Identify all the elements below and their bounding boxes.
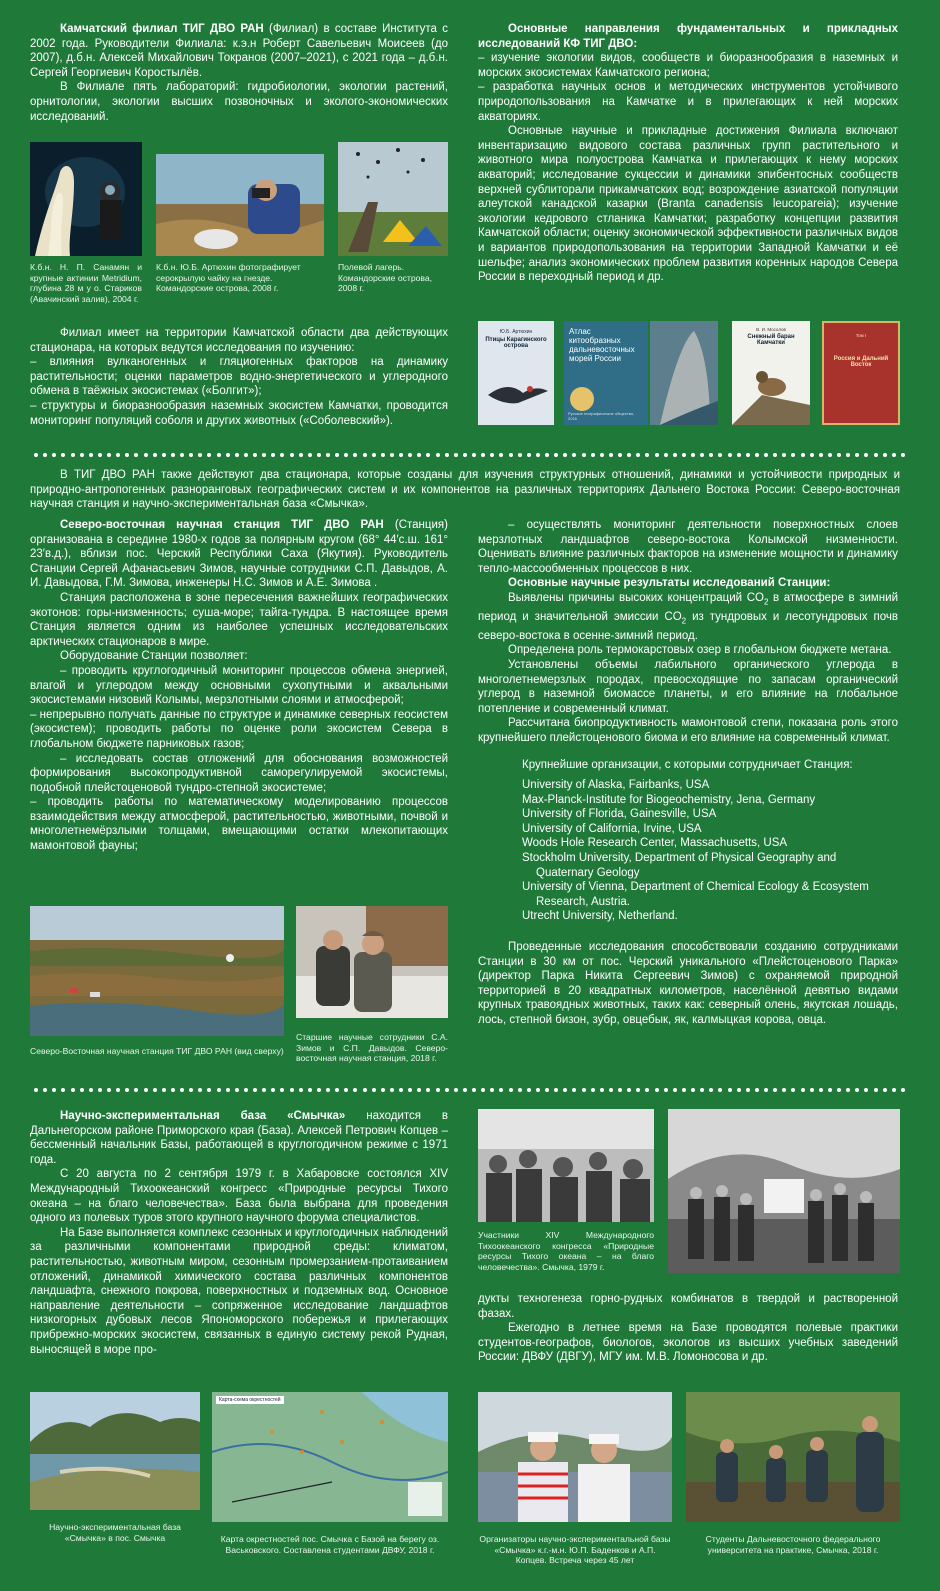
divider-dot: [855, 453, 859, 457]
divider-dot: [764, 1088, 768, 1092]
result-item: Установлены объемы лабильного органического углерода в многолетнемерзлых породах, превосходящие по запасам органический углерод в наземной биомассе планеты, и его влияние на глобальное потепление и современный климат.: [478, 658, 898, 715]
divider-dot: [700, 453, 704, 457]
divider-dot: [335, 453, 339, 457]
divider-dot: [791, 453, 795, 457]
divider-dot: [61, 1088, 65, 1092]
photo-station-aerial: [30, 906, 284, 1036]
caption-diver: К.б.н. Н. П. Санамян и крупные актинии Metridium, глубина 28 м у о. Стариков (Авачинский залив), 2004 г.: [30, 262, 142, 304]
equipment-item: – исследовать состав отложений для обоснования возможностей формирования высокопродуктивной саморегулируемой экосистемы, подобной плейстоценовой тундро-степной экосистеме;: [30, 752, 448, 794]
divider-dot: [819, 453, 823, 457]
divider-dot: [217, 1088, 221, 1092]
divider-dot: [554, 1088, 558, 1092]
divider-dot: [655, 453, 659, 457]
divider-dot: [746, 1088, 750, 1092]
photo-organizers: [478, 1392, 672, 1522]
divider-dot: [125, 1088, 129, 1092]
caption-organizers: Организаторы научно-экспериментальной базы «Смычка» к.г.-м.н. Ю.П. Баденков и А.П. Копцев. Встреча через 45 лет: [479, 1534, 671, 1565]
equipment-item: – проводить работы по математическому моделированию процессов взаимодействия между атмосферой, растительностью, животными, почвой и многолетнемёрзлыми толщами, вмещающими остатки млекопитающих мамонтовой фауны;: [30, 796, 448, 853]
divider-dot: [372, 1088, 376, 1092]
divider-dot: [481, 453, 485, 457]
caption-field-camp: Полевой лагерь. Командорские острова, 2008 г.: [338, 262, 433, 293]
divider-dot: [691, 453, 695, 457]
divider-dot: [828, 1088, 832, 1092]
caption-congress: Участники XIV Международного Тихоокеанского конгресса «Природные ресурсы Тихого океана – на благо человечества». Смычка, 1979 г.: [478, 1230, 654, 1272]
divider-dot: [71, 1088, 75, 1092]
divider-dot: [235, 1088, 239, 1092]
divider-dot: [180, 1088, 184, 1092]
divider-dot: [454, 1088, 458, 1092]
divider-dot: [43, 1088, 47, 1092]
divider-dot: [280, 1088, 284, 1092]
divider-dot: [609, 453, 613, 457]
divider-dot: [226, 1088, 230, 1092]
divider-dot: [837, 453, 841, 457]
divider-dot: [591, 453, 595, 457]
divider-dot: [153, 453, 157, 457]
divider-dot: [664, 1088, 668, 1092]
smychka-title: Научно-экспериментальная база «Смычка»: [60, 1110, 346, 1122]
divider-dot: [107, 1088, 111, 1092]
smychka-practice: Ежегодно в летнее время на Базе проводятся полевые практики студентов-географов, биологов, экологов из высших учебных заведений России: ДВФУ (ДВГУ), МГУ им. М.В. Ломоносова и др.: [478, 1322, 898, 1364]
divider-dot: [408, 453, 412, 457]
org-item: University of Vienna, Department of Chemical Ecology & Ecosystem: [522, 881, 869, 894]
divider-dot: [207, 453, 211, 457]
divider-dot: [490, 453, 494, 457]
divider-dot: [718, 1088, 722, 1092]
directions-title: Основные направления фундаментальных и прикладных исследований КФ ТИГ ДВО: [478, 23, 898, 50]
divider-dot: [335, 1088, 339, 1092]
divider-dot: [691, 1088, 695, 1092]
divider-dot: [655, 1088, 659, 1092]
divider-dot: [490, 1088, 494, 1092]
divider-dot: [846, 453, 850, 457]
divider-dot: [636, 1088, 640, 1092]
book-cover: Атлас китообразных дальневосточных морей России Русское географическое общество, 2016: [564, 321, 648, 425]
divider-dot: [436, 1088, 440, 1092]
divider-dot: [317, 1088, 321, 1092]
divider-dot: [791, 1088, 795, 1092]
result-item: Определена роль термокарстовых озер в глобальном бюджете метана.: [508, 644, 892, 657]
smychka-left: Научно-экспериментальная база «Смычка» находится в Дальнегорском районе Приморского края (База). Алексей Петрович Копцев – бессменный начальник Базы, работающей в круглогодичном режиме с 1971 года. С 20 августа по 2 сентября 1979 г. в Хабаровске состоялся XIV Международный Тихоокеанский конгресс «Природные ресурсы Тихого океана – на благо человечества». База была выбрана для проведения одного из полевых туров этого крупного научного форума специалистов. На Базе выполняется комплекс сезонных и круглогодичных наблюдений за различными компонентами природной среды: климатом, растительностью, животным миром, сезонным промерзанием-протаиванием отложений, динамикой химического состава различных компонентов ландшафта, снежного покрова, поверхностных и подземных вод. Основное направление деятельности – сопряженное исследование ландшафтов низкогорных дубовых лесов Япономорского побережья и прилегающих прибрежно-морских экосистем, связанных в единую систему рекой Рудная, выносящей в море про-: [30, 1110, 449, 1356]
divider-dot: [235, 453, 239, 457]
divider-dot: [381, 1088, 385, 1092]
divider-dot: [353, 1088, 357, 1092]
results-title: Основные научные результаты исследований Станции: [508, 577, 827, 590]
divider-dot: [718, 453, 722, 457]
divider-dot: [874, 453, 878, 457]
dot-divider: [34, 452, 906, 458]
divider-dot: [445, 453, 449, 457]
divider-dot: [290, 453, 294, 457]
northeast-title: Северо-восточная научная станция ТИГ ДВО РАН: [60, 519, 384, 531]
divider-dot: [545, 453, 549, 457]
divider-dot: [80, 453, 84, 457]
divider-dot: [417, 453, 421, 457]
equipment-item: – осуществлять мониторинг деятельности поверхностных слоев мерзлотных ландшафтов северо-востока Колымской низменности. Оценивать влияние различных факторов на изменение мощности и динамику тепло-массообменных процессов в них.: [478, 519, 898, 575]
divider-dot: [645, 453, 649, 457]
divider-dot: [171, 1088, 175, 1092]
book-cover: В. И. Мосолов Снежный баран Камчатки: [732, 321, 810, 425]
divider-dot: [527, 1088, 531, 1092]
equipment-item: – непрерывно получать данные по структуре и динамике северных геосистем (экосистем); проводить работы по оценке роли экосистем Севера в глобальном бюджете парниковых газов;: [30, 708, 448, 750]
divider-dot: [709, 453, 713, 457]
divider-dot: [107, 453, 111, 457]
divider-dot: [618, 453, 622, 457]
book-cover-whale: [650, 321, 718, 425]
divider-dot: [901, 453, 905, 457]
map-title: Карта-схема окрестностей: [216, 1396, 284, 1404]
divider-dot: [892, 1088, 896, 1092]
book-cover: Ю.Б. Артюхин Птицы Карагинского острова: [478, 321, 554, 425]
org-item: Utrecht University, Netherland.: [522, 910, 678, 923]
divider-dot: [353, 453, 357, 457]
divider-dot: [591, 1088, 595, 1092]
stations-intro: Филиал имеет на территории Камчатской области два действующих стационара, на которых ведутся исследования по изучению:: [30, 327, 448, 354]
divider-dot: [682, 1088, 686, 1092]
divider-dot: [518, 1088, 522, 1092]
divider-dot: [262, 1088, 266, 1092]
divider-dot: [472, 1088, 476, 1092]
divider-dot: [509, 1088, 513, 1092]
divider-dot: [864, 1088, 868, 1092]
divider-dot: [344, 1088, 348, 1092]
divider-dot: [98, 453, 102, 457]
divider-dot: [764, 453, 768, 457]
smychka-research-cont: дукты техногенеза горно-рудных комбинатов в твердой и растворенной фазах.: [478, 1293, 898, 1320]
stations-item: – влияния вулканогенных и гляциогенных факторов на динамику растительности; оценки параметров водно-энергетического и углеродного обмена в таёжных экосистемах («Болгит»);: [30, 356, 448, 398]
equipment-intro: Оборудование Станции позволяет:: [60, 650, 248, 663]
divider-dot: [344, 453, 348, 457]
divider-dot: [171, 453, 175, 457]
divider-dot: [271, 453, 275, 457]
divider-dot: [299, 453, 303, 457]
divider-dot: [144, 1088, 148, 1092]
divider-dot: [782, 1088, 786, 1092]
divider-dot: [627, 453, 631, 457]
divider-dot: [207, 1088, 211, 1092]
pleistocene-park: Проведенные исследования способствовали созданию сотрудниками Станции в 30 км от пос. Черский уникального «Плейстоценового Парка» (директор Парка Никита Сергеевич Зимов) с охраняемой природной территорией в 20 квадратных километров, населённой девятью видами крупных травоядных животных, таких как: северный олень, якутская лошадь, лось, степной бизон, зубр, овцебык, як, калмыцкая корова, овца.: [478, 941, 898, 1026]
divider-dot: [536, 453, 540, 457]
photo-congress-participants: [478, 1109, 654, 1222]
kamchatka-labs: В Филиале пять лабораторий: гидробиологии, экологии растений, орнитологии, экологии высших позвоночных и эколого-экономических исследований.: [30, 81, 448, 123]
divider-dot: [454, 453, 458, 457]
divider-dot: [144, 453, 148, 457]
divider-dot: [280, 453, 284, 457]
divider-dot: [801, 453, 805, 457]
kamchatka-intro: [30, 22, 448, 124]
divider-dot: [61, 453, 65, 457]
kamchatka-stations: [30, 326, 448, 428]
stations-item: – структуры и биоразнообразия наземных экосистем Камчатки, проводится мониторинг популяций соболя и других животных («Соболевский»).: [30, 399, 448, 427]
achievements: Основные научные и прикладные достижения Филиала включают инвентаризацию видового состава различных групп растительного и животного мира полуострова Камчатка и прилегающих к нему морских акваторий; исследование сукцессии и динамики эпибентосных сообществ верхней сублиторали прикамчатских вод; возрождение азиатской популяции алеутской канадской казарки (Branta canadensis leucopareia); изучение экологии кедрового стланика Камчатки; разработку концепции развития Камчатской области; оценку экономической эффективности различных видов и вариантов природопользования на территории Западной Камчатки и её шельфе; анализ экономических проблем развития коренных народов Севера России в переходный период и др.: [478, 125, 898, 284]
northeast-right: – осуществлять мониторинг деятельности поверхностных слоев мерзлотных ландшафтов северо-востока Колымской низменности. Оценивать влияние различных факторов на изменение мощности и динамику тепло-массообменных процессов в них. Основные научные результаты исследований Станции: Выявлены причины высоких концентраций $CO_2$ в атмосфере в зимний период и значительной эмиссии $CO_2$ из тундровых и лесотундровых почв северо-востока в осенне-зимний период. Определена роль термокарстовых озер в глобальном бюджете метана. Установлены объемы лабильного органического углерода в многолетнемерзлых породах, превосходящие по запасам органический углерод в наземной биомассе планеты, и его влияние на глобальное потепление и современный климат. Рассчитана биопродуктивность мамонтовой степи, показана роль этого крупнейшего плейстоценового биома и его влияние на современный климат. Крупнейшие организации, с которыми сотрудничает Станция: University of Alaska, Fairbanks, USA Max-Planck-Institute for Biogeochemistry, Jena, Germany University of Florida, Gainesville, USA University of California, Irvine, USA Woods Hole Research Center, Massachusetts, USA Stockholm University, Department of Physical Geography and Quaternary Geology University of Vienna, Department of Chemical Ecology & Ecosystem Research, Austria. Utrecht University, Netherland. Проведенные исследования способствовали созданию сотрудниками Станции в 30 км от пос. Черский уникального «Плейстоценового Парка» (директор Парка Никита Сергеевич Зимов) с охраняемой природной территорией в 20 квадратных километров, населённой девятью видами крупных травоядных животных, таких как: северный олень, якутская лошадь, лось, степной бизон, зубр, овцебык, як, калмыцкая корова, овца.: [478, 519, 898, 1026]
divider-dot: [326, 453, 330, 457]
divider-dot: [253, 453, 257, 457]
divider-dot: [481, 1088, 485, 1092]
divider-dot: [189, 1088, 193, 1092]
divider-dot: [664, 453, 668, 457]
caption-photographer: К.б.н. Ю.Б. Артюхин фотографирует серокрылую чайку на гнезде. Командорские острова, 2008 г.: [156, 262, 301, 293]
divider-dot: [52, 1088, 56, 1092]
directions-item: – изучение экологии видов, сообществ и биоразнообразия в наземных и морских экосистемах Камчатского региона;: [478, 52, 898, 79]
divider-dot: [180, 453, 184, 457]
divider-dot: [883, 453, 887, 457]
photo-smychka-map: [212, 1392, 448, 1522]
divider-dot: [363, 1088, 367, 1092]
divider-dot: [326, 1088, 330, 1092]
divider-dot: [901, 1088, 905, 1092]
divider-dot: [728, 453, 732, 457]
divider-dot: [308, 1088, 312, 1092]
divider-dot: [600, 1088, 604, 1092]
divider-dot: [582, 453, 586, 457]
partner-orgs: [478, 758, 898, 925]
divider-dot: [89, 1088, 93, 1092]
divider-dot: [198, 1088, 202, 1092]
divider-dot: [874, 1088, 878, 1092]
divider-dot: [80, 1088, 84, 1092]
divider-dot: [737, 453, 741, 457]
photo-students-practice: [686, 1392, 900, 1522]
divider-dot: [527, 453, 531, 457]
photo-photographer: [156, 154, 324, 256]
divider-dot: [417, 1088, 421, 1092]
divider-dot: [518, 453, 522, 457]
divider-dot: [773, 453, 777, 457]
divider-dot: [755, 1088, 759, 1092]
divider-dot: [682, 453, 686, 457]
divider-dot: [636, 453, 640, 457]
smychka-right: [478, 1292, 898, 1365]
divider-dot: [226, 453, 230, 457]
divider-dot: [536, 1088, 540, 1092]
divider-dot: [426, 1088, 430, 1092]
divider-dot: [755, 453, 759, 457]
divider-dot: [709, 1088, 713, 1092]
divider-dot: [381, 453, 385, 457]
divider-dot: [253, 1088, 257, 1092]
northeast-left: Северо-восточная научная станция ТИГ ДВО РАН (Станция) организована в середине 1980-х годов за полярным кругом (68° 44′с.ш. 161° 23′в.д.), вблизи пос. Черский Республики Саха (Якутия). Руководитель Станции Сергей Афанасьевич Зимов, научные сотрудники С.П. Давыдов, А. И. Давыдова, Г.М. Зимова, инженеры Н.С. Зимов и А.Е. Зимова . Станция расположена в зоне пересечения важнейших географических экотонов: горы-низменность; суша-море; тайга-тундра. В настоящее время Станция является одним из наиболее успешных исследовательских арктических стационаров в мире. Оборудование Станции позволяет: – проводить круглогодичный мониторинг процессов обмена энергией, влагой и углеродом между основными сухопутными и аквальными экосистемами низовий Колымы, мерзлотными слоями и атмосферой; – непрерывно получать данные по структуре и динамике северных геосистем (экосистем); проводить работы по оценке роли экосистем Севера в глобальном бюджете парниковых газов; – исследовать состав отложений для обоснования возможностей формирования высокопродуктивной саморегулируемой экосистемы, подобной плейстоценовой тундро-степной экосистеме; – проводить работы по математическому моделированию процессов взаимодействия между атмосферой, растительностью, животными, почвой и многолетнемёрзлыми толщами, вмещающими остатки млекопитающих мамонтовой фауны;: [30, 519, 448, 853]
org-item: Quaternary Geology: [536, 866, 640, 879]
photo-field-camp: [338, 142, 448, 256]
org-item: University of California, Irvine, USA: [522, 822, 702, 835]
orgs-intro: Крупнейшие организации, с которыми сотрудничает Станция:: [522, 758, 853, 771]
dot-divider: [34, 1087, 906, 1093]
divider-dot: [618, 1088, 622, 1092]
divider-dot: [308, 453, 312, 457]
org-item: University of Alaska, Fairbanks, USA: [522, 779, 710, 792]
divider-dot: [162, 453, 166, 457]
book-cover: Том I Россия и Дальний Восток: [822, 321, 900, 425]
divider-dot: [116, 453, 120, 457]
divider-dot: [728, 1088, 732, 1092]
divider-dot: [390, 1088, 394, 1092]
divider-dot: [134, 453, 138, 457]
tig-intro: В ТИГ ДВО РАН также действуют два стационара, которые созданы для изучения структурных отношений, динамики и устойчивости природных и природно-антропогенных разноранговых географических систем и их компонентов на различных территориях Дальнего Востока России: Северо-восточная научная станция и научно-экспериментальная база «Смычка».: [30, 469, 900, 511]
divider-dot: [837, 1088, 841, 1092]
divider-dot: [499, 453, 503, 457]
divider-dot: [399, 453, 403, 457]
photo-field-group: [668, 1109, 900, 1273]
kamchatka-title: Камчатский филиал ТИГ ДВО РАН: [60, 23, 264, 35]
divider-dot: [189, 453, 193, 457]
caption-students: Студенты Дальневосточного федерального университета на практике, Смычка, 2018 г.: [705, 1534, 881, 1555]
caption-scientists: Старшие научные сотрудники С.А. Зимов и С.П. Давыдов. Северо-восточная научная станция, 2018 г.: [296, 1032, 448, 1063]
divider-dot: [153, 1088, 157, 1092]
divider-dot: [563, 1088, 567, 1092]
divider-dot: [737, 1088, 741, 1092]
caption-smychka-base: Научно-экспериментальная база «Смычка» в пос. Смычка: [49, 1522, 181, 1543]
divider-dot: [34, 1088, 38, 1092]
northeast-location: Станция расположена в зоне пересечения важнейших географических экотонов: горы-низменность; суша-море; тайга-тундра. В настоящее время Станция является одним из наиболее успешных исследовательских арктических стационаров в мире.: [30, 591, 448, 648]
divider-dot: [801, 1088, 805, 1092]
divider-dot: [89, 453, 93, 457]
divider-dot: [700, 1088, 704, 1092]
divider-dot: [545, 1088, 549, 1092]
divider-dot: [773, 1088, 777, 1092]
org-item: Research, Austria.: [536, 895, 630, 908]
divider-dot: [572, 1088, 576, 1092]
divider-dot: [125, 453, 129, 457]
divider-dot: [372, 453, 376, 457]
divider-dot: [436, 453, 440, 457]
divider-dot: [43, 453, 47, 457]
org-item: Woods Hole Research Center, Massachusetts, USA: [522, 837, 788, 850]
divider-dot: [408, 1088, 412, 1092]
divider-dot: [217, 453, 221, 457]
divider-dot: [52, 453, 56, 457]
divider-dot: [299, 1088, 303, 1092]
photo-scientists: [296, 906, 448, 1018]
divider-dot: [673, 1088, 677, 1092]
caption-smychka-map: Карта окрестностей пос. Смычка с Базой на берегу оз. Васьковского. Составлена студентами ДВФУ, 2018 г.: [220, 1534, 440, 1555]
divider-dot: [600, 453, 604, 457]
smychka-research: На Базе выполняется комплекс сезонных и круглогодичных наблюдений за различными компонентами природной среды: климатом, растительностью, животным миром, сезонным промерзанием-протаиванием отложений, динамикой химического состава различных компонентов ландшафта, снежного покрова, поверхностных и подземных вод. Основное направление деятельности – сопряженное исследование ландшафтов низкогорных дубовых лесов Япономорского побережья и прилегающих прибрежно-морских экосистем, связанных в единую систему рекой Рудная, выносящей в море про-: [30, 1226, 448, 1356]
divider-dot: [645, 1088, 649, 1092]
org-item: Max-Planck-Institute for Biogeochemistry, Jena, Germany: [522, 793, 816, 806]
divider-dot: [609, 1088, 613, 1092]
divider-dot: [883, 1088, 887, 1092]
divider-dot: [198, 453, 202, 457]
divider-dot: [290, 1088, 294, 1092]
divider-dot: [810, 453, 814, 457]
divider-dot: [34, 453, 38, 457]
divider-dot: [244, 453, 248, 457]
divider-dot: [162, 1088, 166, 1092]
org-item: Stockholm University, Department of Physical Geography and: [522, 852, 837, 865]
divider-dot: [819, 1088, 823, 1092]
divider-dot: [426, 453, 430, 457]
divider-dot: [271, 1088, 275, 1092]
divider-dot: [746, 453, 750, 457]
divider-dot: [134, 1088, 138, 1092]
kamchatka-directions: Основные направления фундаментальных и прикладных исследований КФ ТИГ ДВО: – изучение экологии видов, сообществ и биоразнообразия в наземных и морских экосистемах Камчатского региона; – разработка научных основ и методических инструментов устойчивого природопользования на Камчатке и в прилегающих к ней морских акваториях. Основные научные и прикладные достижения Филиала включают инвентаризацию видового состава различных групп растительного и животного мира полуострова Камчатка и прилегающих к нему морских акваторий; исследование сукцессии и динамики эпибентосных сообществ верхней сублиторали прикамчатских вод; возрождение азиатской популяции алеутской канадской казарки (Branta canadensis leucopareia); изучение экологии кедрового стланика Камчатки; разработку концепции развития Камчатской области; оценку экономической эффективности различных видов и вариантов природопользования на территории Западной Камчатки и её шельфе; анализ экономических проблем развития коренных народов Севера России в переходный период и др.: [478, 23, 898, 284]
divider-dot: [71, 453, 75, 457]
divider-dot: [244, 1088, 248, 1092]
result-item: Рассчитана биопродуктивность мамонтовой степи, показана роль этого крупнейшего плейстоценового биома и его влияние на современный климат.: [478, 717, 898, 744]
divider-dot: [846, 1088, 850, 1092]
org-item: University of Florida, Gainesville, USA: [522, 808, 717, 821]
divider-dot: [98, 1088, 102, 1092]
divider-dot: [472, 453, 476, 457]
divider-dot: [563, 453, 567, 457]
directions-item: – разработка научных основ и методических инструментов устойчивого природопользования на Камчатке и в прилегающих к ней морских акваториях.: [478, 81, 898, 123]
divider-dot: [499, 1088, 503, 1092]
divider-dot: [399, 1088, 403, 1092]
divider-dot: [262, 453, 266, 457]
photo-diver-actinia: [30, 142, 142, 256]
smychka-congress: С 20 августа по 2 сентября 1979 г. в Хабаровске состоялся XIV Международный Тихоокеанский конгресс «Природные ресурсы Тихого океана – на благо человечества». База была выбрана для проведения одного из полевых туров этого крупного научного форума специалистов.: [30, 1168, 448, 1225]
photo-smychka-base: [30, 1392, 200, 1510]
divider-dot: [572, 453, 576, 457]
divider-dot: [582, 1088, 586, 1092]
divider-dot: [828, 453, 832, 457]
divider-dot: [463, 453, 467, 457]
divider-dot: [892, 453, 896, 457]
divider-dot: [116, 1088, 120, 1092]
divider-dot: [782, 453, 786, 457]
equipment-item: – проводить круглогодичный мониторинг процессов обмена энергией, влагой и углеродом между основными сухопутными и аквальными экосистемами низовий Колымы, мерзлотными слоями и атмосферой;: [30, 664, 448, 707]
kamchatka-intro-text: (Филиал) в составе Института с 2002 года. Руководители Филиала: к.э.н Роберт Савельевич Моисеев (до 2007), д.б.н. Алексей Михайлович Токранов (2007–2021), с 2021 года – д.б.н. Сергей Георгиевич Коростылёв.: [30, 23, 448, 79]
divider-dot: [864, 453, 868, 457]
divider-dot: [627, 1088, 631, 1092]
divider-dot: [855, 1088, 859, 1092]
divider-dot: [390, 453, 394, 457]
divider-dot: [363, 453, 367, 457]
caption-station-aerial: Северо-Восточная научная станция ТИГ ДВО РАН (вид сверху): [30, 1046, 284, 1056]
divider-dot: [317, 453, 321, 457]
divider-dot: [445, 1088, 449, 1092]
divider-dot: [509, 453, 513, 457]
divider-dot: [673, 453, 677, 457]
divider-dot: [463, 1088, 467, 1092]
divider-dot: [554, 453, 558, 457]
divider-dot: [810, 1088, 814, 1092]
